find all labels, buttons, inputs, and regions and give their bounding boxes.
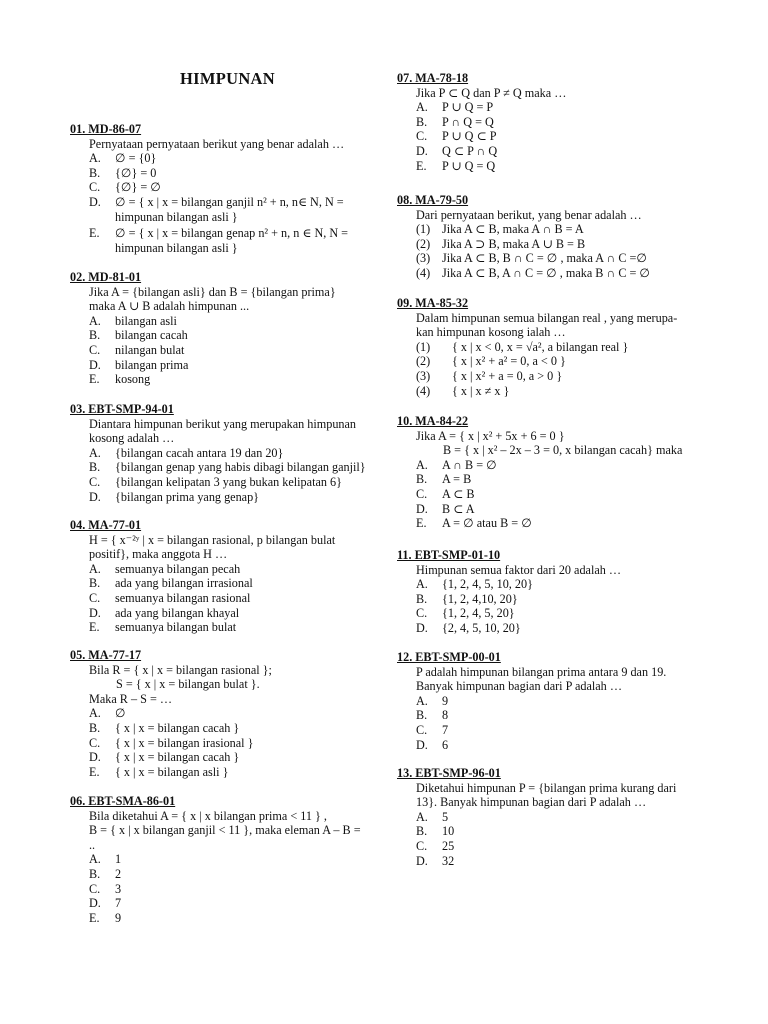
option-text: {∅} = 0 bbox=[115, 165, 157, 180]
option-text: { x | x = bilangan asli } bbox=[115, 764, 229, 779]
option bbox=[70, 620, 380, 635]
option-text: ada yang bilangan irrasional bbox=[115, 576, 253, 591]
option-text: A ∩ B = ∅ bbox=[442, 457, 497, 472]
option-label: E. bbox=[89, 764, 100, 779]
question-06 bbox=[70, 794, 380, 925]
option bbox=[70, 591, 380, 606]
option-text: { x | x² + a = 0, a > 0 } bbox=[452, 368, 563, 383]
question-13 bbox=[397, 766, 702, 868]
question-code: 08. MA-79-50 bbox=[397, 193, 469, 207]
option bbox=[70, 166, 380, 181]
option-label: (4) bbox=[416, 265, 431, 280]
option-label: D. bbox=[89, 489, 101, 504]
option-text: { x | x² + a² = 0, a < 0 } bbox=[452, 354, 566, 369]
option-label: E. bbox=[416, 516, 427, 531]
question-code: 05. MA-77-17 bbox=[70, 648, 142, 662]
option bbox=[70, 852, 380, 867]
option-label: (4) bbox=[416, 383, 431, 398]
option bbox=[70, 882, 380, 897]
option-label: B. bbox=[89, 460, 101, 475]
option-text: Jika A ⊃ B, maka A ∪ B = B bbox=[442, 236, 586, 251]
option-label: C. bbox=[89, 342, 101, 357]
option-text: {bilangan kelipatan 3 yang bukan kelipatan 6} bbox=[115, 474, 342, 489]
option-text: bilangan prima bbox=[115, 357, 189, 372]
option-label: B. bbox=[416, 824, 428, 839]
question-stem: kan himpunan kosong ialah … bbox=[416, 325, 566, 340]
option bbox=[70, 314, 380, 329]
option-text: 25 bbox=[442, 838, 455, 853]
question-stem: B = { x | x bilangan ganjil < 11 }, maka eleman A – B = bbox=[89, 823, 361, 838]
option-label: D. bbox=[89, 194, 101, 209]
option bbox=[70, 475, 380, 490]
option-label: B. bbox=[416, 114, 428, 129]
question-stem: H = { x⁻²ʸ | x = bilangan rasional, p bilangan bulat bbox=[89, 532, 336, 547]
option-text: {1, 2, 4, 5, 10, 20} bbox=[442, 577, 533, 592]
option bbox=[397, 487, 702, 502]
option bbox=[397, 694, 702, 709]
option-text: P ∪ Q = Q bbox=[442, 158, 496, 173]
option-text: {bilangan prima yang genap} bbox=[115, 489, 260, 504]
option-text: 3 bbox=[115, 881, 122, 896]
option-label: A. bbox=[89, 151, 101, 166]
option-label: A. bbox=[89, 706, 101, 721]
option bbox=[70, 446, 380, 461]
option-label: A. bbox=[416, 693, 428, 708]
option bbox=[397, 100, 702, 115]
option-label: (2) bbox=[416, 354, 431, 369]
option-label: E. bbox=[416, 158, 427, 173]
option bbox=[70, 576, 380, 591]
option-text: Jika A ⊂ B, A ∩ C = ∅ , maka B ∩ C = ∅ bbox=[442, 265, 651, 280]
option bbox=[70, 765, 380, 780]
option-text: ∅ bbox=[115, 706, 126, 721]
option bbox=[397, 516, 702, 531]
option-label: D. bbox=[89, 750, 101, 765]
question-stem: .. bbox=[89, 837, 96, 852]
question-12 bbox=[397, 650, 702, 752]
option-text: P ∪ Q = P bbox=[442, 100, 494, 115]
option-text: { x | x = bilangan irasional } bbox=[115, 735, 254, 750]
question-stem: S = { x | x = bilangan bulat }. bbox=[116, 677, 260, 692]
option-text: {2, 4, 5, 10, 20} bbox=[442, 620, 521, 635]
question-code: 13. EBT-SMP-96-01 bbox=[397, 766, 501, 780]
option-label: D. bbox=[89, 896, 101, 911]
option-label: (2) bbox=[416, 236, 431, 251]
option bbox=[70, 328, 380, 343]
option-text: Jika A ⊂ B, B ∩ C = ∅ , maka A ∩ C =∅ bbox=[442, 251, 647, 266]
option-text: P ∩ Q = Q bbox=[442, 114, 494, 129]
option-text: 6 bbox=[442, 737, 449, 752]
question-stem: P adalah himpunan bilangan prima antara 9 dan 19. bbox=[416, 664, 667, 679]
question-09 bbox=[397, 296, 702, 398]
option-text: ∅ = { x | x = bilangan genap n² + n, n ∈ N, N = bbox=[115, 226, 349, 241]
option-label: (1) bbox=[416, 222, 431, 237]
question-01 bbox=[70, 122, 380, 255]
option-label: B. bbox=[416, 472, 428, 487]
question-code: 04. MA-77-01 bbox=[70, 518, 142, 532]
option bbox=[70, 867, 380, 882]
option-label: B. bbox=[89, 576, 101, 591]
option bbox=[397, 621, 702, 636]
option-label: C. bbox=[89, 590, 101, 605]
option-text: { x | x ≠ x } bbox=[452, 383, 510, 398]
option-label: (3) bbox=[416, 251, 431, 266]
question-stem: Himpunan semua faktor dari 20 adalah … bbox=[416, 562, 622, 577]
question-07 bbox=[397, 71, 702, 173]
option bbox=[70, 750, 380, 765]
option-label: (1) bbox=[416, 339, 431, 354]
option-label: E. bbox=[89, 226, 100, 241]
option-text: B ⊂ A bbox=[442, 501, 475, 516]
option-text: 10 bbox=[442, 824, 455, 839]
option bbox=[397, 251, 702, 266]
option bbox=[70, 358, 380, 373]
option-text: 7 bbox=[442, 722, 449, 737]
option bbox=[397, 129, 702, 144]
option-text: 5 bbox=[442, 809, 449, 824]
option-label: D. bbox=[416, 143, 428, 158]
option-label: A. bbox=[89, 313, 101, 328]
option bbox=[70, 736, 380, 751]
option bbox=[397, 369, 702, 384]
option bbox=[70, 343, 380, 358]
question-11 bbox=[397, 548, 702, 636]
option bbox=[70, 721, 380, 736]
option-text: 32 bbox=[442, 853, 455, 868]
option-label: C. bbox=[416, 606, 428, 621]
option-text: Jika A ⊂ B, maka A ∩ B = A bbox=[442, 222, 584, 237]
option bbox=[397, 810, 702, 825]
option bbox=[70, 896, 380, 911]
option-label: D. bbox=[89, 357, 101, 372]
option bbox=[397, 592, 702, 607]
question-stem: Maka R – S = … bbox=[89, 691, 173, 706]
option-label: D. bbox=[89, 605, 101, 620]
option bbox=[397, 222, 702, 237]
option-text: bilangan cacah bbox=[115, 328, 188, 343]
option bbox=[397, 708, 702, 723]
option-text: {∅} = ∅ bbox=[115, 180, 161, 195]
question-stem: Pernyataan pernyataan berikut yang benar adalah … bbox=[89, 136, 345, 151]
option-label: B. bbox=[416, 591, 428, 606]
option-label: E. bbox=[89, 372, 100, 387]
question-stem: Jika P ⊂ Q dan P ≠ Q maka … bbox=[416, 85, 567, 100]
option bbox=[397, 144, 702, 159]
option-label: A. bbox=[416, 809, 428, 824]
option-text: ∅ = {0} bbox=[115, 151, 157, 166]
option bbox=[397, 384, 702, 399]
option-text: semuanya bilangan pecah bbox=[115, 561, 241, 576]
option bbox=[70, 490, 380, 505]
option bbox=[70, 226, 380, 241]
question-stem: Bila diketahui A = { x | x bilangan prima < 11 } , bbox=[89, 808, 327, 823]
option-text: { x | x = bilangan cacah } bbox=[115, 720, 240, 735]
option bbox=[397, 577, 702, 592]
question-stem: Jika A = {bilangan asli} dan B = {bilangan prima} bbox=[89, 284, 336, 299]
question-stem: 13}. Banyak himpunan bagian dari P adalah … bbox=[416, 795, 647, 810]
option bbox=[397, 159, 702, 174]
option-label: A. bbox=[416, 100, 428, 115]
option-text: semuanya bilangan rasional bbox=[115, 590, 251, 605]
option-label: C. bbox=[416, 722, 428, 737]
option-label: D. bbox=[416, 853, 428, 868]
option-label: C. bbox=[89, 180, 101, 195]
option bbox=[397, 723, 702, 738]
option bbox=[397, 237, 702, 252]
option-text: 1 bbox=[115, 852, 122, 867]
option-text: {1, 2, 4, 5, 20} bbox=[442, 606, 515, 621]
option-label: B. bbox=[89, 866, 101, 881]
option-label: D. bbox=[416, 620, 428, 635]
option-text: { x | x = bilangan cacah } bbox=[115, 750, 240, 765]
option-label: C. bbox=[89, 881, 101, 896]
option-label: C. bbox=[416, 838, 428, 853]
option-text: nilangan bulat bbox=[115, 342, 185, 357]
question-code: 09. MA-85-32 bbox=[397, 296, 469, 310]
option bbox=[397, 115, 702, 130]
option bbox=[397, 354, 702, 369]
option-continuation: himpunan bilangan asli } bbox=[115, 209, 238, 224]
option-label: A. bbox=[416, 457, 428, 472]
question-stem: Bila R = { x | x = bilangan rasional }; bbox=[89, 662, 272, 677]
option-text: 8 bbox=[442, 708, 449, 723]
option-label: C. bbox=[416, 129, 428, 144]
question-code: 07. MA-78-18 bbox=[397, 71, 469, 85]
option bbox=[70, 372, 380, 387]
question-stem: Dari pernyataan berikut, yang benar adalah … bbox=[416, 207, 642, 222]
option-text: A = ∅ atau B = ∅ bbox=[442, 516, 532, 531]
option-label: (3) bbox=[416, 368, 431, 383]
option-label: B. bbox=[416, 708, 428, 723]
question-code: 03. EBT-SMP-94-01 bbox=[70, 402, 174, 416]
option bbox=[397, 502, 702, 517]
option bbox=[397, 458, 702, 473]
option bbox=[397, 854, 702, 869]
option-text: {1, 2, 4,10, 20} bbox=[442, 591, 518, 606]
option bbox=[397, 340, 702, 355]
option-label: D. bbox=[416, 737, 428, 752]
option-text: A = B bbox=[442, 472, 472, 487]
option-label: A. bbox=[416, 577, 428, 592]
option-label: B. bbox=[89, 328, 101, 343]
option-continuation: himpunan bilangan asli } bbox=[115, 240, 238, 255]
option bbox=[397, 824, 702, 839]
option bbox=[70, 195, 380, 210]
question-04 bbox=[70, 518, 380, 635]
option-text: ∅ = { x | x = bilangan ganjil n² + n, n∈ N, N = bbox=[115, 194, 344, 209]
option-text: 9 bbox=[115, 910, 122, 925]
option-text: Q ⊂ P ∩ Q bbox=[442, 143, 498, 158]
option-label: C. bbox=[89, 474, 101, 489]
question-03 bbox=[70, 402, 380, 504]
option-label: C. bbox=[89, 735, 101, 750]
option bbox=[397, 266, 702, 281]
question-stem: Diketahui himpunan P = {bilangan prima kurang dari bbox=[416, 780, 677, 795]
option-label: A. bbox=[89, 561, 101, 576]
question-code: 02. MD-81-01 bbox=[70, 270, 142, 284]
option bbox=[70, 180, 380, 195]
option-text: kosong bbox=[115, 372, 151, 387]
question-02 bbox=[70, 270, 380, 387]
option-text: A ⊂ B bbox=[442, 486, 475, 501]
question-10 bbox=[397, 414, 702, 531]
option-text: bilangan asli bbox=[115, 313, 177, 328]
question-code: 11. EBT-SMP-01-10 bbox=[397, 548, 501, 562]
option-label: E. bbox=[89, 620, 100, 635]
option bbox=[70, 460, 380, 475]
option-text: ada yang bilangan khayal bbox=[115, 605, 240, 620]
option-text: 7 bbox=[115, 896, 122, 911]
option-label: C. bbox=[416, 486, 428, 501]
option bbox=[397, 606, 702, 621]
question-code: 10. MA-84-22 bbox=[397, 414, 469, 428]
question-stem: kosong adalah … bbox=[89, 431, 175, 446]
question-stem: maka A ∪ B adalah himpunan ... bbox=[89, 299, 250, 314]
option bbox=[397, 839, 702, 854]
question-stem: Jika A = { x | x² + 5x + 6 = 0 } bbox=[416, 428, 565, 443]
option-label: A. bbox=[89, 852, 101, 867]
option bbox=[397, 472, 702, 487]
question-08 bbox=[397, 193, 702, 281]
question-stem: Banyak himpunan bagian dari P adalah … bbox=[416, 679, 623, 694]
option-text: semuanya bilangan bulat bbox=[115, 620, 237, 635]
option bbox=[70, 706, 380, 721]
option bbox=[70, 606, 380, 621]
question-stem: positif}, maka anggota H … bbox=[89, 547, 228, 562]
option-text: P ∪ Q ⊂ P bbox=[442, 129, 497, 144]
option bbox=[397, 738, 702, 753]
option bbox=[70, 911, 380, 926]
option-label: B. bbox=[89, 165, 101, 180]
option bbox=[70, 151, 380, 166]
option-text: 9 bbox=[442, 693, 449, 708]
option-text: {bilangan cacah antara 19 dan 20} bbox=[115, 445, 284, 460]
question-stem: Diantara himpunan berikut yang merupakan himpunan bbox=[89, 416, 357, 431]
option-label: E. bbox=[89, 910, 100, 925]
question-stem: Dalam himpunan semua bilangan real , yang merupa- bbox=[416, 310, 678, 325]
question-code: 12. EBT-SMP-00-01 bbox=[397, 650, 501, 664]
option-text: 2 bbox=[115, 866, 122, 881]
option-label: A. bbox=[89, 445, 101, 460]
question-05 bbox=[70, 648, 380, 779]
question-code: 01. MD-86-07 bbox=[70, 122, 142, 136]
option bbox=[70, 562, 380, 577]
question-stem: B = { x | x² – 2x – 3 = 0, x bilangan cacah} maka bbox=[443, 443, 683, 458]
option-text: {bilangan genap yang habis dibagi bilangan ganjil} bbox=[115, 460, 366, 475]
page-title: HIMPUNAN bbox=[180, 69, 275, 88]
question-code: 06. EBT-SMA-86-01 bbox=[70, 794, 176, 808]
option-label: B. bbox=[89, 720, 101, 735]
option-label: D. bbox=[416, 501, 428, 516]
option-text: { x | x < 0, x = √a², a bilangan real } bbox=[452, 339, 629, 354]
